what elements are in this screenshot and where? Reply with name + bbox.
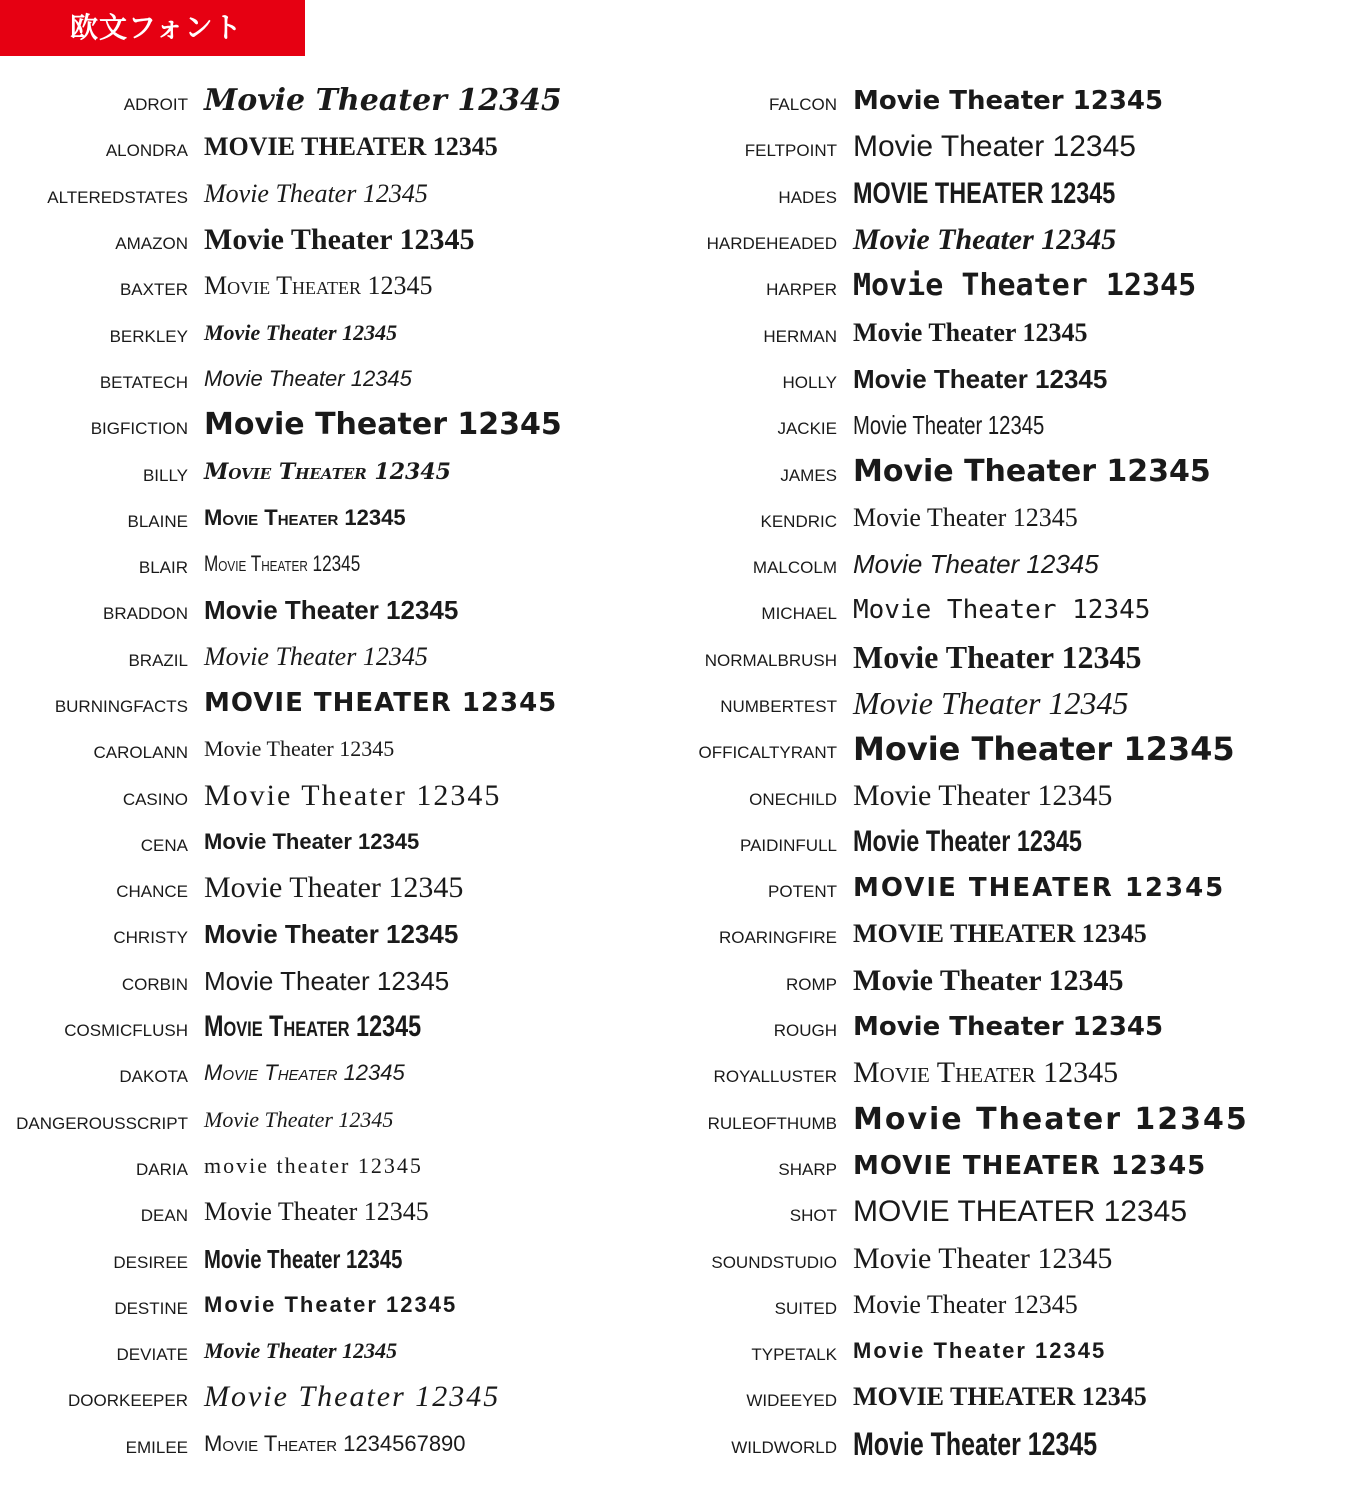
font-name: CORBIN (121, 974, 188, 994)
font-name: WILDWORLD (731, 1437, 837, 1457)
font-sample: Movie Theater 12345 (204, 1338, 398, 1364)
font-row (650, 587, 1350, 633)
font-name: RULEOFTHUMB (707, 1113, 837, 1133)
font-name: FELTPOINT (744, 141, 837, 161)
font-row (650, 1097, 1350, 1143)
font-row (0, 1004, 640, 1050)
font-name: EMILEE (125, 1437, 188, 1457)
font-row (650, 171, 1350, 217)
font-row (650, 448, 1350, 494)
font-name: BURNINGFACTS (54, 697, 188, 716)
font-sample: Movie Theater 12345 (204, 965, 450, 996)
font-row (650, 680, 1350, 726)
font-sample: Movie Theater 12345 (204, 595, 459, 626)
section-title: 欧文フォント (70, 11, 243, 44)
font-sample: Movie Theater 12345 (204, 1291, 458, 1317)
font-name: ALTEREDSTATES (47, 187, 188, 207)
font-sample: MOVIE THEATER 12345 (204, 132, 498, 162)
font-row (0, 1421, 640, 1467)
font-sample: MOVIE THEATER 12345 (853, 176, 1116, 210)
font-name: FALCON (768, 95, 837, 115)
font-sample: Movie Theater 12345 (204, 871, 464, 905)
font-name: WIDEEYED (746, 1391, 837, 1411)
font-name: CHRISTY (113, 928, 188, 948)
font-name: SUITED (774, 1298, 837, 1318)
font-name: POTENT (768, 882, 837, 902)
font-row (650, 495, 1350, 541)
font-sample: Movie Theater 12345 (853, 963, 1124, 997)
font-name: COSMICFLUSH (64, 1021, 188, 1041)
font-name: BRADDON (102, 604, 188, 624)
font-sample: Movie Theater 12345 (853, 268, 1197, 304)
font-sample: Movie Theater 12345 (204, 1106, 394, 1132)
font-row (0, 1143, 640, 1189)
font-sample: MOVIE THEATER 12345 (853, 919, 1147, 949)
font-sample: Movie Theater 12345 (204, 223, 475, 257)
font-row (0, 448, 640, 494)
font-row (650, 772, 1350, 818)
font-row (650, 309, 1350, 355)
font-sample: Movie Theater 1234567890 (204, 1430, 466, 1456)
font-name: CAROLANN (93, 743, 188, 763)
font-row (650, 1004, 1350, 1050)
font-row (650, 819, 1350, 865)
font-sample: Movie Theater 12345 (853, 685, 1129, 721)
font-name: BERKLEY (109, 326, 188, 346)
font-row (0, 309, 640, 355)
font-sample: Movie Theater 12345 (204, 828, 420, 854)
font-name: BIGFICTION (90, 419, 188, 439)
font-row (650, 78, 1350, 124)
font-sample: Movie Theater 12345 (204, 458, 451, 485)
font-list-left (0, 78, 640, 1467)
font-name: CASINO (122, 789, 188, 809)
font-name: ONECHILD (749, 789, 837, 809)
section-header-tab (0, 0, 305, 56)
font-sample: Movie Theater 12345 (853, 453, 1211, 489)
font-name: HARPER (766, 280, 837, 300)
font-name: KENDRIC (760, 511, 837, 531)
font-sample: Movie Theater 12345 (204, 1010, 422, 1044)
font-row (0, 587, 640, 633)
font-sample: Movie Theater 12345 (853, 86, 1164, 117)
font-row (0, 1328, 640, 1374)
font-name: DEVIATE (116, 1345, 188, 1365)
font-name: DAKOTA (119, 1067, 188, 1087)
font-sample: MOVIE THEATER 12345 (853, 1382, 1147, 1412)
font-row (0, 819, 640, 865)
font-sample: Movie Theater 12345 (204, 551, 361, 577)
font-row (0, 634, 640, 680)
font-sample: Movie Theater 12345 (853, 549, 1099, 580)
font-row (650, 124, 1350, 170)
font-row (0, 680, 640, 726)
font-name: BETATECH (99, 372, 188, 392)
font-sample: Movie Theater 12345 (204, 178, 428, 208)
font-sample: MOVIE THEATER 12345 (853, 873, 1226, 904)
font-sample: Movie Theater 12345 (853, 410, 1045, 441)
font-row (0, 1189, 640, 1235)
font-row (0, 171, 640, 217)
font-name: PAIDINFULL (740, 835, 837, 855)
font-name: ADROIT (123, 95, 188, 115)
font-row (0, 772, 640, 818)
font-row (650, 911, 1350, 957)
font-sample: Movie Theater 12345 (853, 1012, 1164, 1043)
font-row (650, 1189, 1350, 1235)
font-sample: Movie Theater 12345 (853, 1425, 1098, 1462)
font-name: SHOT (789, 1206, 837, 1226)
font-name: HADES (778, 187, 837, 207)
font-row (0, 1282, 640, 1328)
font-name: CENA (140, 835, 188, 855)
font-name: ROYALLUSTER (713, 1067, 837, 1087)
font-name: SOUNDSTUDIO (711, 1252, 837, 1272)
font-row (650, 1328, 1350, 1374)
font-sample: Movie Theater 12345 (853, 502, 1078, 532)
font-name: BAXTER (119, 280, 188, 300)
font-sample: Movie Theater 12345 (853, 778, 1113, 812)
font-row (0, 958, 640, 1004)
font-name: DESTINE (114, 1298, 188, 1318)
font-name: ROMP (786, 974, 837, 994)
font-row (650, 217, 1350, 263)
font-row (650, 634, 1350, 680)
font-sample: Movie Theater 12345 (204, 271, 433, 301)
font-row (650, 958, 1350, 1004)
font-row (0, 1050, 640, 1096)
font-sample: Movie Theater 12345 (204, 641, 428, 671)
font-name: MICHAEL (761, 604, 837, 624)
font-sample: Movie Theater 12345 (853, 1289, 1078, 1319)
font-name: ROUGH (773, 1021, 837, 1041)
font-name: DARIA (136, 1159, 188, 1179)
font-sample: Movie Theater 12345 (204, 83, 562, 119)
font-sample: movie theater 12345 (204, 1152, 423, 1178)
font-row (650, 402, 1350, 448)
font-name: BILLY (142, 465, 188, 485)
font-name: JAMES (780, 465, 837, 485)
font-name: OFFICALTYRANT (698, 743, 837, 763)
font-sample: Movie Theater 12345 (204, 365, 412, 391)
font-sample: Movie Theater 12345 (204, 407, 562, 443)
font-name: DOORKEEPER (68, 1391, 188, 1411)
font-name: HOLLY (782, 372, 837, 392)
font-sample: MOVIE THEATER 12345 (853, 1195, 1188, 1229)
font-row (650, 263, 1350, 309)
font-name: NUMBERTEST (720, 697, 837, 716)
font-sample: Movie Theater 12345 (853, 1241, 1113, 1275)
font-row (650, 1282, 1350, 1328)
font-row (0, 1374, 640, 1420)
font-sample: Movie Theater 12345 (853, 223, 1117, 257)
font-sample: Movie Theater 12345 (853, 1056, 1119, 1090)
font-sample: Movie Theater 12345 (853, 1101, 1249, 1137)
font-sample: Movie Theater 12345 (853, 130, 1136, 164)
font-name: HERMAN (763, 326, 837, 346)
font-sample: Movie Theater 12345 (204, 919, 459, 950)
font-sample: Movie Theater 12345 (204, 1380, 501, 1414)
font-sample: Movie Theater 12345 (853, 638, 1142, 675)
font-row (0, 865, 640, 911)
font-name: BRAZIL (128, 650, 188, 670)
font-row (0, 541, 640, 587)
font-name: SHARP (778, 1159, 837, 1179)
font-row (0, 217, 640, 263)
font-row (650, 1374, 1350, 1420)
font-sample: Movie Theater 12345 (204, 1243, 403, 1274)
font-row (0, 124, 640, 170)
font-sample: Movie Theater 12345 (853, 363, 1108, 394)
font-row (0, 495, 640, 541)
font-row (650, 356, 1350, 402)
font-row (0, 1235, 640, 1281)
font-sample: Movie Theater 12345 (853, 595, 1151, 626)
font-sample: Movie Theater 12345 (853, 317, 1088, 347)
font-row (0, 263, 640, 309)
font-sample: Movie Theater 12345 (204, 778, 502, 812)
font-row (0, 1097, 640, 1143)
font-row (0, 356, 640, 402)
font-name: DESIREE (113, 1252, 188, 1272)
font-name: DEAN (140, 1206, 188, 1226)
font-name: CHANCE (116, 882, 188, 902)
font-name: TYPETALK (751, 1345, 837, 1365)
font-name: BLAIR (138, 558, 188, 578)
font-name: AMAZON (115, 234, 188, 254)
font-name: MALCOLM (752, 558, 837, 578)
font-name: DANGEROUSSCRIPT (16, 1113, 188, 1133)
font-name: NORMALBRUSH (704, 650, 837, 670)
font-row (0, 726, 640, 772)
font-sample: Movie Theater 12345 (204, 319, 398, 345)
font-sample: Movie Theater 12345 (204, 1060, 405, 1086)
font-row (650, 1421, 1350, 1467)
font-row (650, 541, 1350, 587)
font-row (650, 865, 1350, 911)
font-row (0, 78, 640, 124)
font-row (0, 402, 640, 448)
font-row (650, 1235, 1350, 1281)
font-sample: Movie Theater 12345 (204, 1197, 429, 1227)
font-name: ROARINGFIRE (718, 928, 837, 948)
font-name: BLAINE (127, 511, 188, 531)
font-name: HARDEHEADED (706, 234, 837, 254)
font-sample: Movie Theater 12345 (204, 504, 406, 530)
font-row (0, 911, 640, 957)
font-name: ALONDRA (105, 141, 188, 161)
font-sample: Movie Theater 12345 (853, 1338, 1107, 1364)
font-sample: Movie Theater 12345 (853, 824, 1082, 858)
font-row (650, 1143, 1350, 1189)
font-sample: MOVIE THEATER 12345 (204, 688, 558, 718)
font-sample: Movie Theater 12345 (204, 736, 395, 762)
font-row (650, 1050, 1350, 1096)
font-list-right (650, 78, 1350, 1467)
font-name: JACKIE (777, 419, 837, 439)
font-row (650, 726, 1350, 772)
font-sample: MOVIE THEATER 12345 (853, 1150, 1207, 1181)
font-sample: Movie Theater 12345 (853, 730, 1235, 769)
